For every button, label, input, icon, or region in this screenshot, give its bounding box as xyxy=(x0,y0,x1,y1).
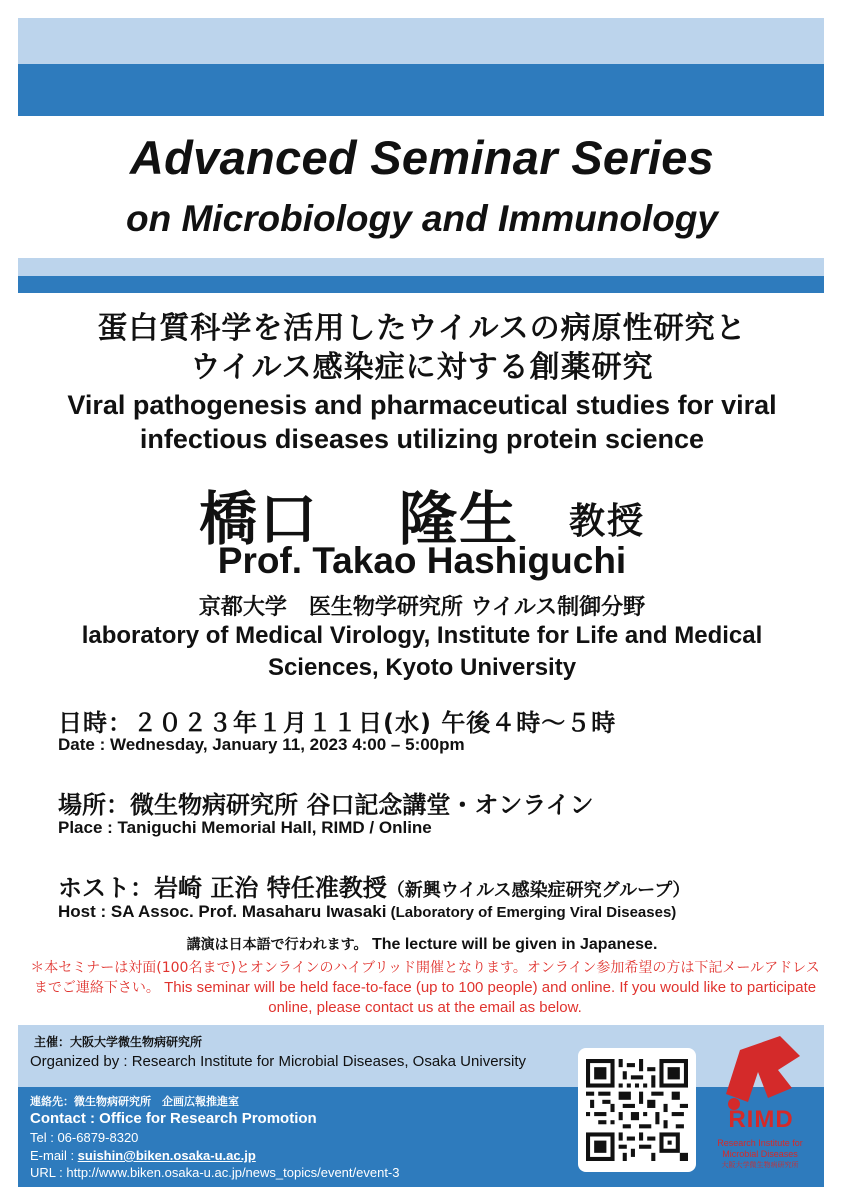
rimd-logo-subtitle xyxy=(700,1138,820,1171)
header-band-light xyxy=(18,18,824,64)
date-en: Date : Wednesday, January 11, 2023 4:00 – 5:00pm xyxy=(58,735,465,754)
speaker-given-name-jp: 隆生 xyxy=(398,485,519,553)
email-link[interactable]: suishin@biken.osaka-u.ac.jp xyxy=(77,1148,256,1163)
contact-url[interactable]: URL : http://www.biken.osaka-u.ac.jp/news_topics/event/event-3 xyxy=(30,1165,400,1180)
place-en: Place : Taniguchi Memorial Hall, RIMD / Online xyxy=(58,818,432,837)
place-jp: 場所：微生物病研究所 谷口記念講堂・オンライン xyxy=(58,791,594,819)
rimd-sub-en-line1: Research Institute for xyxy=(717,1138,803,1148)
speaker-affiliation-jp: 京都大学 医生物学研究所 ウイルス制御分野 xyxy=(198,595,646,620)
hybrid-notice-en: This seminar will be held face-to-face (up to 100 people) and online. If you would like to participate online, please contact us at the email as below. xyxy=(164,979,817,1016)
host-jp-group: （新興ウイルス感染症研究グループ） xyxy=(386,880,691,901)
rimd-sub-jp: 大阪大学微生物病研究所 xyxy=(721,1161,799,1169)
qr-code-icon xyxy=(586,1058,688,1162)
speaker-title-jp: 教授 xyxy=(569,501,646,542)
series-title-line1: Advanced Seminar Series xyxy=(129,131,715,184)
language-note xyxy=(0,934,844,954)
language-note-en: The lecture will be given in Japanese. xyxy=(371,936,658,953)
speaker-affiliation-en-line2: Sciences, Kyoto University xyxy=(267,654,577,681)
host-en-name: Host : SA Assoc. Prof. Masaharu Iwasaki xyxy=(58,902,387,921)
rimd-logo-text: RIMD xyxy=(728,1106,794,1133)
speaker-family-name-jp: 橋口 xyxy=(198,485,319,553)
organizer-en: Organized by : Research Institute for Microbial Diseases, Osaka University xyxy=(30,1053,527,1070)
date-jp: 日時：２０２３年１月１１日(水) 午後４時～５時 xyxy=(58,709,617,737)
host-en-group: (Laboratory of Emerging Viral Diseases) xyxy=(386,904,677,921)
speaker-name-en: Prof. Takao Hashiguchi xyxy=(217,540,627,581)
series-title-line2: on Microbiology and Immunology xyxy=(126,198,718,239)
header-band-dark xyxy=(18,64,824,116)
talk-title-jp-line2: ウイルス感染症に対する創薬研究 xyxy=(190,350,654,385)
contact-en: Contact : Office for Research Promotion xyxy=(30,1110,317,1127)
divider-band-dark xyxy=(18,276,824,293)
divider-band-light xyxy=(18,258,824,276)
qr-code[interactable] xyxy=(578,1048,696,1172)
contact-jp: 連絡先：微生物病研究所 企画広報推進室 xyxy=(30,1095,239,1108)
talk-title-en-line2: infectious diseases utilizing protein science xyxy=(139,424,705,454)
host-en xyxy=(58,902,676,922)
host-jp-name: ホスト：岩崎 正治 特任准教授 xyxy=(58,874,387,902)
rimd-sub-en-line2: Microbial Diseases xyxy=(722,1149,798,1159)
speaker-affiliation-en-line1: laboratory of Medical Virology, Institute for Life and Medical xyxy=(81,622,763,649)
hybrid-notice-jp: ＊本セミナーは対面(100名まで)とオンラインのハイブリッド開催となります。オンライン参加希望の方は下記メールアドレスまでご連絡下さい。 xyxy=(30,960,820,996)
contact-email xyxy=(30,1148,256,1163)
organizer-jp: 主催：大阪大学微生物病研究所 xyxy=(34,1035,203,1049)
email-label: E-mail : xyxy=(30,1148,78,1163)
talk-title-jp-line1: 蛋白質科学を活用したウイルスの病原性研究と xyxy=(97,311,747,346)
hybrid-notice xyxy=(30,958,820,1018)
language-note-jp: 講演は日本語で行われます。 xyxy=(186,937,368,953)
contact-tel: Tel : 06-6879-8320 xyxy=(30,1130,139,1145)
host-jp xyxy=(58,868,690,903)
talk-title-en-line1: Viral pathogenesis and pharmaceutical studies for viral xyxy=(67,390,777,420)
